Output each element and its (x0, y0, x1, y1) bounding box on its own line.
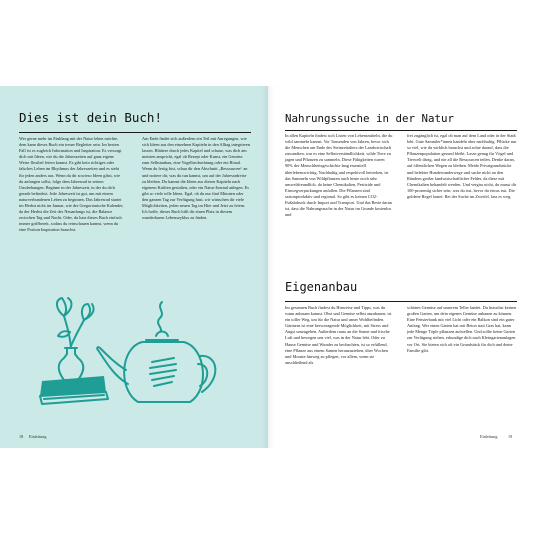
foraging-column-1-text: In allen Kapiteln findest sich Listen von Lebensmitteln, die du wild sammeln kannst. Vor Tausenden von Jahren, bevor sich die Menschen am Ende des Steinzeitalters der Landwirtschaft zuwandten, war es eine Selbstverständlichkeit, wilde Tiere zu jagen und Pflanzen zu sammeln. Diese Fähigkeiten waren 90% der Menschheitsgeschichte lang essentiell überlebenswichtig. Nachhaltig und respektvoll betrieben, ist das Sammeln von Wildpflanzen auch heute noch sehr umweltfreundlich, da keine Chemikalien, Pestizide und Einwegverpackungen anfallen. Die Pflanzen sind saisonproduktiv und regional. So gibt es keinen CO2-Fußabdruck durch Import und Transport. Und das Beste daran ist, dass die Nahrungssuche in der Natur im Grunde kostenlos und (285, 133, 393, 218)
right-heading-rule-2 (285, 301, 517, 302)
left-column-1 (19, 136, 125, 234)
growing-column-2 (407, 305, 517, 354)
foraging-column-2-text: frei zugänglich ist, egal ob man auf dem Land oder in der Stadt lebt. Gute Sammler*innen handeln aber nachhaltig. Pflücke nur so viel, wie du wirklich brauchst und achte darauf, dass die Pflanzenpopulation gesund bleibt. Lasse genug für Vögel und Tierwelt übrig, und nie all die Ressourcen teilen. Denke daran, auf öffentlichen Wegen zu bleiben. Meide Privatgrundstücke und belebter Hundewanderwege und suche nicht an den Rändern großer landwirtschaftlicher Felder, da diese mit Chemikalien behandelt werden. Und vergiss nicht, du musst dir 100-prozentig sicher sein, was du isst, bevor du etwas isst. Die goldene Regel lautet: Bei der Suche im Zweifel, lass es weg. (407, 133, 517, 199)
left-column-2 (142, 136, 250, 221)
growing-column-1-text: Im gesamten Buch findest du Hinweise und Tipps, was du wann anbauen kannst. Obst und Gemüse selbst anzubauen, ist ein toller Weg, um für die Natur und unser Wohlbefinden. Gärtnern ist eine hervorragende Möglichkeit, mit Stress und Angst umzugehen. Außerdem rauss an die Sonne und frische Luft und bewegen uns viel, was in der Natur lebt. Oder zu Hause Gemüse und Wunder zu beobachten, ist so erfüllend, eine Pflanze aus einem Samen heranzuziehen, über Wochen und Monate hinweg zu pflegen, vor allem, wenn sie anschließend als (285, 305, 392, 365)
right-heading-rule-1 (285, 130, 517, 131)
left-folio-label: Einleitung (29, 434, 47, 439)
foraging-column-1 (285, 133, 393, 218)
left-column-1-text: Wer gerne mehr im Einklang mit der Natur leben möchte, dem kann dieses Buch ein treuer Begleiter sein. Im besten Fall ist es zugleich Information und Inspiration. Es versorgt dich mit Ideen, wie du die Jahreszeiten auf ganz eigene Weise flexibel feiern kannst. Es gibt kein richtiges oder falsches Leben im Rhythmus der Jahreszeiten und es steht für jeden anders aus. Wenn du dir sowieso Ideen gibst, wie du anfangen sollst, folge dem Jahresrad in seinen Umdrehungen. Beginne in der Jahreszeit, in der du dich gerade befindest. Jede Jahreszeit ist gut, um mit einem naturverbundenen Leben zu beginnen. Das Jahresrad startet im Herbst nicht im Januar, wie der Gregorianische Kalender, da der Herbst die Zeit des Neuanfangs ist, die Balance zwischen Tag und Nacht. Oder, du hast dieses Buch einfach immer griffbereit, sodass du reinschauen kannst, wenn du eine Portion Inspiration brauchst. (19, 136, 124, 233)
growing-column-2-text: schönes Gemüse auf unserem Teller landet. Du brauchst keinen großen Garten, um dein eigenes Gemüse anbauen zu können. Eine Fensterbank mit viel Licht oder ein Balkon sind ein guter Anfang. Wer einen Garten hat mit Beton statt Gras hat, kann jede Menge Töpfe pflanzen aufstellen. Und sollte keine Garten zur Verfügung stehen, erkundige dich nach Kleingartenanlagen vor Ort. Sie bieten sich oft ein Grundstück für dich und deine Familie gibt. (407, 305, 517, 353)
right-page-heading-growing: Eigenanbau (285, 280, 358, 294)
right-page-heading-foraging: Nahrungssuche in der Natur (285, 112, 455, 125)
right-folio-number: 19 (508, 434, 513, 439)
left-page-heading: Dies ist dein Buch! (19, 110, 162, 125)
left-folio-number: 18 (19, 434, 24, 439)
right-page (268, 86, 533, 448)
left-column-2-text: Am Ende findet sich außerdem ein Teil mit Anregungen, wie sich Ideen aus den einzelnen Kapiteln in den Alltag integrieren lassen. Blättere durch jedes Kapitel und schaue, was dich am meisten anspricht, egal ob Rezept oder Kunst, ein Gemüse zum Selbstanbau, eine Vogelbeobachtung oder ein Ritual. Wenn du fertig bist, schau dir den Abschnitt „Ressourcen“ an und notiere dir, was du tun kannst, um auf der Jahresradreise zu bleiben. Du kannst die Ideen aus diesen Kapiteln nach eigenem Kräften gestalten, oder ein Natur-Journal anlegen. Es gibt so viele tolle Ideen. Egal, ob du nur fünf Minuten oder den ganzen Tag zur Verfügung hast, wir wünschen dir viele Möglichkeiten, jeden neuen Tag im Hier und Jetzt zu feiern. Ich hoffe, dieses Buch hilft dir einen Platz in diesem wunderbaren Lebenszyklus zu finden. (142, 136, 250, 221)
foraging-column-2 (407, 133, 517, 200)
left-page (0, 86, 268, 448)
left-heading-rule (19, 132, 251, 133)
book-spread (0, 86, 533, 448)
right-folio-label: Einleitung (480, 434, 498, 439)
growing-column-1 (285, 305, 393, 366)
vase-teapot-illustration (34, 286, 234, 416)
